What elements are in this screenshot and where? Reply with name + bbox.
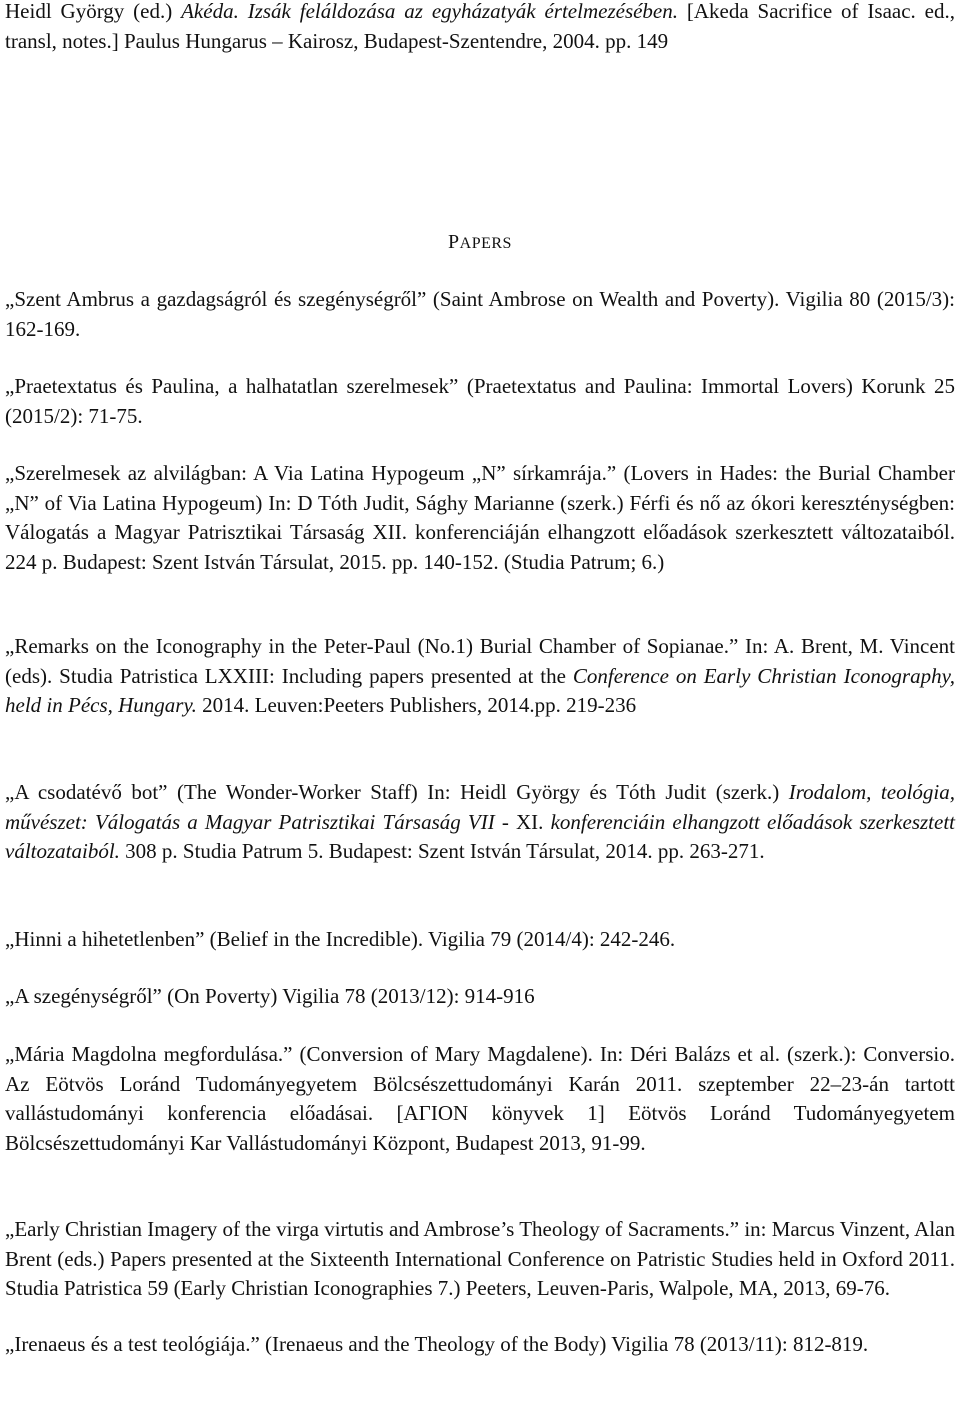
citation-text: „Hinni a hihetetlenben” (Belief in the Incredible). Vigilia 79 (2014/4): 242-246. — [5, 927, 676, 951]
citation-text: „Remarks on the Iconography in the Peter-Paul (No.1) Burial Chamber of Sopianae.” In: A. Brent, M. Vincent (eds). Studia Patristica LXXIII: Including papers presented at the — [5, 634, 960, 688]
italic-title-text: Akéda. Izsák feláldozása az egyházatyák értelmezésében. — [181, 0, 679, 23]
paper-entry — [5, 459, 960, 577]
citation-text: „Early Christian Imagery of the virga virtutis and Ambrose’s Theology of Sacraments.” in: Marcus Vinzent, Alan Brent (eds.) Papers presented at the Sixteenth International Conference on Patristic Studies held in Oxford 2011. Studia Patristica 59 (Early Christian Iconographies 7.) Peeters, Leuven-Paris, Walpole, MA, 2013, 69-76. — [5, 1217, 960, 1300]
paper-entry — [5, 925, 955, 955]
citation-text: „Irenaeus és a test teológiája.” (Irenaeus and the Theology of the Body) Vigilia 78 (2013/11): 812-819. — [5, 1332, 869, 1356]
heading-initial: P — [448, 231, 460, 253]
citation-text: „Szerelmesek az alvilágban: A Via Latina Hypogeum „N” sírkamrája.” (Lovers in Hades: the Burial Chamber „N” of Via Latina Hypogeum) In: D Tóth Judit, Sághy Marianne (szerk.) Férfi és nő az ókori kereszténységben: Válogatás a Magyar Patrisztikai Társaság XII. konferenciáján elhangzott előadások szerkesztett változataiból. 224 p. Budapest: Szent István Társulat, 2015. pp. 140-152. (Studia Patrum; 6.) — [5, 461, 960, 574]
citation-text: - XI. — [494, 809, 551, 834]
citation-text: 2014. Leuven:Peeters Publishers, 2014.pp. 219-236 — [196, 693, 637, 717]
italic-title-text: Conference on Early Christian Iconography, held in Pécs, Hungary. — [5, 663, 960, 717]
paper-entry — [5, 372, 960, 431]
paper-entry — [5, 1215, 960, 1304]
bibliography-entry-book — [5, 0, 960, 56]
citation-text: 308 p. Studia Patrum 5. Budapest: Szent István Társulat, 2014. pp. 263-271. — [119, 839, 765, 863]
citation-text: „A szegénységről” (On Poverty) Vigilia 78 (2013/12): 914-916 — [5, 984, 535, 1008]
paper-entry — [5, 982, 955, 1012]
citation-text: Heidl György (ed.) — [5, 0, 182, 23]
citation-text: „Praetextatus és Paulina, a halhatatlan szerelmesek” (Praetextatus and Paulina: Immortal Lovers) Korunk 25 (2015/2): 71-75. — [5, 374, 960, 428]
citation-text: „Mária Magdolna megfordulása.” (Conversion of Mary Magdalene). In: Déri Balázs et al. (szerk.): Conversio. Az Eötvös Loránd Tudományegyetem Bölcsészettudományi Karán 2011. szeptember 22–23-án tartott vallástudományi konferencia előadásai. [ΑΓΙΟΝ könyvek 1] Eötvös Loránd Tudományegyetem Bölcsészettudományi Kar Vallástudományi Központ, Budapest 2013, 91-99. — [5, 1042, 960, 1155]
paper-entry — [5, 778, 960, 867]
paper-entry — [5, 1040, 960, 1158]
citation-text: „A csodatévő bot” (The Wonder-Worker Staff) In: Heidl György és Tóth Judit (szerk.) — [5, 780, 789, 804]
heading-rest: APERS — [459, 235, 512, 252]
section-heading-papers — [5, 231, 955, 254]
paper-entry — [5, 285, 960, 344]
paper-entry — [5, 632, 960, 721]
citation-text: [Akeda Sacrifice of Isaac. ed., transl, notes.] Paulus Hungarus – Kairosz, Budapest-Szentendre, 2004. pp. 149 — [5, 0, 960, 53]
paper-entry — [5, 1330, 955, 1360]
italic-title-text: konferenciáin elhangzott előadások szerkesztett változataiból. — [5, 809, 960, 863]
citation-text: „Szent Ambrus a gazdagságról és szegénységről” (Saint Ambrose on Wealth and Poverty). Vigilia 80 (2015/3): 162-169. — [5, 287, 960, 341]
italic-title-text: Irodalom, teológia, művészet: Válogatás a Magyar Patrisztikai Társaság VII — [5, 780, 960, 834]
